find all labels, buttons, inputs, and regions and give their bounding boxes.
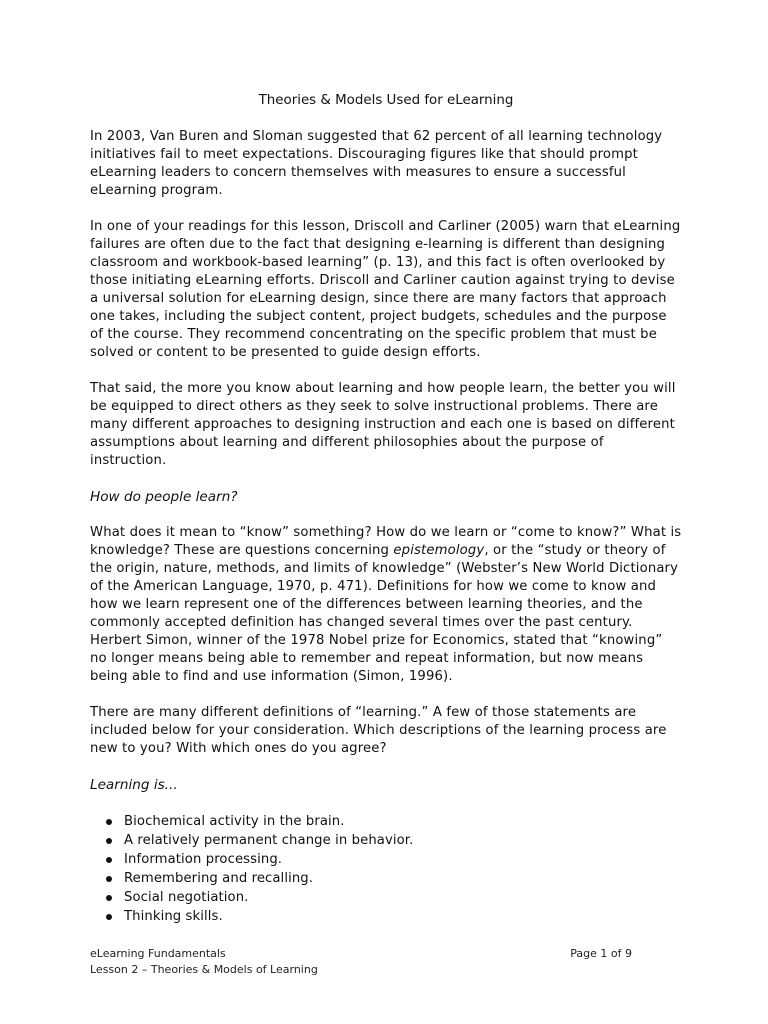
paragraph-intro: In 2003, Van Buren and Sloman suggested that 62 percent of all learning technology initiatives fail to meet expectations. Discouraging figures like that should prompt eLearning leaders to concern themselves with measures to ensure a successful eLearning program. xyxy=(90,129,663,198)
list-item xyxy=(124,831,682,850)
bullet-icon xyxy=(106,857,112,863)
footer-row-1 xyxy=(90,946,682,962)
paragraph-epistemology-text-2: , or the “study or theory of the origin, nature, methods, and limits of knowledge” (Webster’s New World Dictionary of the American Language, 1970, p. 471). Definitions for how we come to know and how we learn represent one of the differences between learning theories, and the commonly accepted definition has changed several times over the past century. Herbert Simon, winner of the 1978 Nobel prize for Economics, stated that “knowing” no longer means being able to remember and repeat information, but now means being able to find and use information (Simon, 1996). xyxy=(90,543,679,684)
document-title: Theories & Models Used for eLearning xyxy=(258,93,514,108)
list-item-text: Biochemical activity in the brain. xyxy=(124,814,345,829)
bullet-icon xyxy=(106,838,112,844)
list-item-text: A relatively permanent change in behavior. xyxy=(124,833,414,848)
paragraph-learning-approaches: That said, the more you know about learning and how people learn, the better you will be equipped to direct others as they seek to solve instructional problems. There are many different approaches to designing instruction and each one is based on different assumptions about learning and different philosophies about the purpose of instruction. xyxy=(90,381,676,468)
paragraph-driscoll-carliner: In one of your readings for this lesson, Driscoll and Carliner (2005) warn that eLearning failures are often due to the fact that designing e-learning is different than designing classroom and workbook-based learning” (p. 13), and this fact is often overlooked by those initiating eLearning efforts. Driscoll and Carliner caution against trying to devise a universal solution for eLearning design, since there are many factors that approach one takes, including the subject content, project budgets, schedules and the purpose of the course. They recommend concentrating on the specific problem that must be solved or content to be presented to guide design efforts. xyxy=(90,219,681,360)
footer-lesson-title: Lesson 2 – Theories & Models of Learning xyxy=(90,963,318,976)
paragraph-epistemology-text-1: What does it mean to “know” something? How do we learn or “come to know?” What is knowledge? These are questions concerning xyxy=(90,525,682,558)
footer-row-2 xyxy=(90,962,682,978)
paragraph-definitions: There are many different definitions of “learning.” A few of those statements are included below for your consideration. Which descriptions of the learning process are new to you? With which ones do you agree? xyxy=(90,705,667,756)
document-body xyxy=(90,92,682,926)
list-item xyxy=(124,850,682,869)
bullet-icon xyxy=(106,876,112,882)
list-item xyxy=(124,812,682,831)
list-item-text: Information processing. xyxy=(124,852,283,867)
list-item xyxy=(124,907,682,926)
bullet-icon xyxy=(106,819,112,825)
epistemology-term: epistemology xyxy=(393,543,485,558)
footer-course-name: eLearning Fundamentals xyxy=(90,947,226,960)
subheading-learning-is: Learning is... xyxy=(90,777,178,793)
learning-definitions-list xyxy=(90,812,682,926)
list-item xyxy=(124,888,682,907)
list-item-text: Social negotiation. xyxy=(124,890,249,905)
footer-page-number: Page 1 of 9 xyxy=(570,947,632,960)
list-item-text: Remembering and recalling. xyxy=(124,871,314,886)
page-footer xyxy=(90,946,682,978)
subheading-how-people-learn: How do people learn? xyxy=(90,489,238,505)
list-item-text: Thinking skills. xyxy=(124,909,223,924)
bullet-icon xyxy=(106,895,112,901)
paragraph-epistemology xyxy=(90,524,682,686)
bullet-icon xyxy=(106,914,112,920)
list-item xyxy=(124,869,682,888)
